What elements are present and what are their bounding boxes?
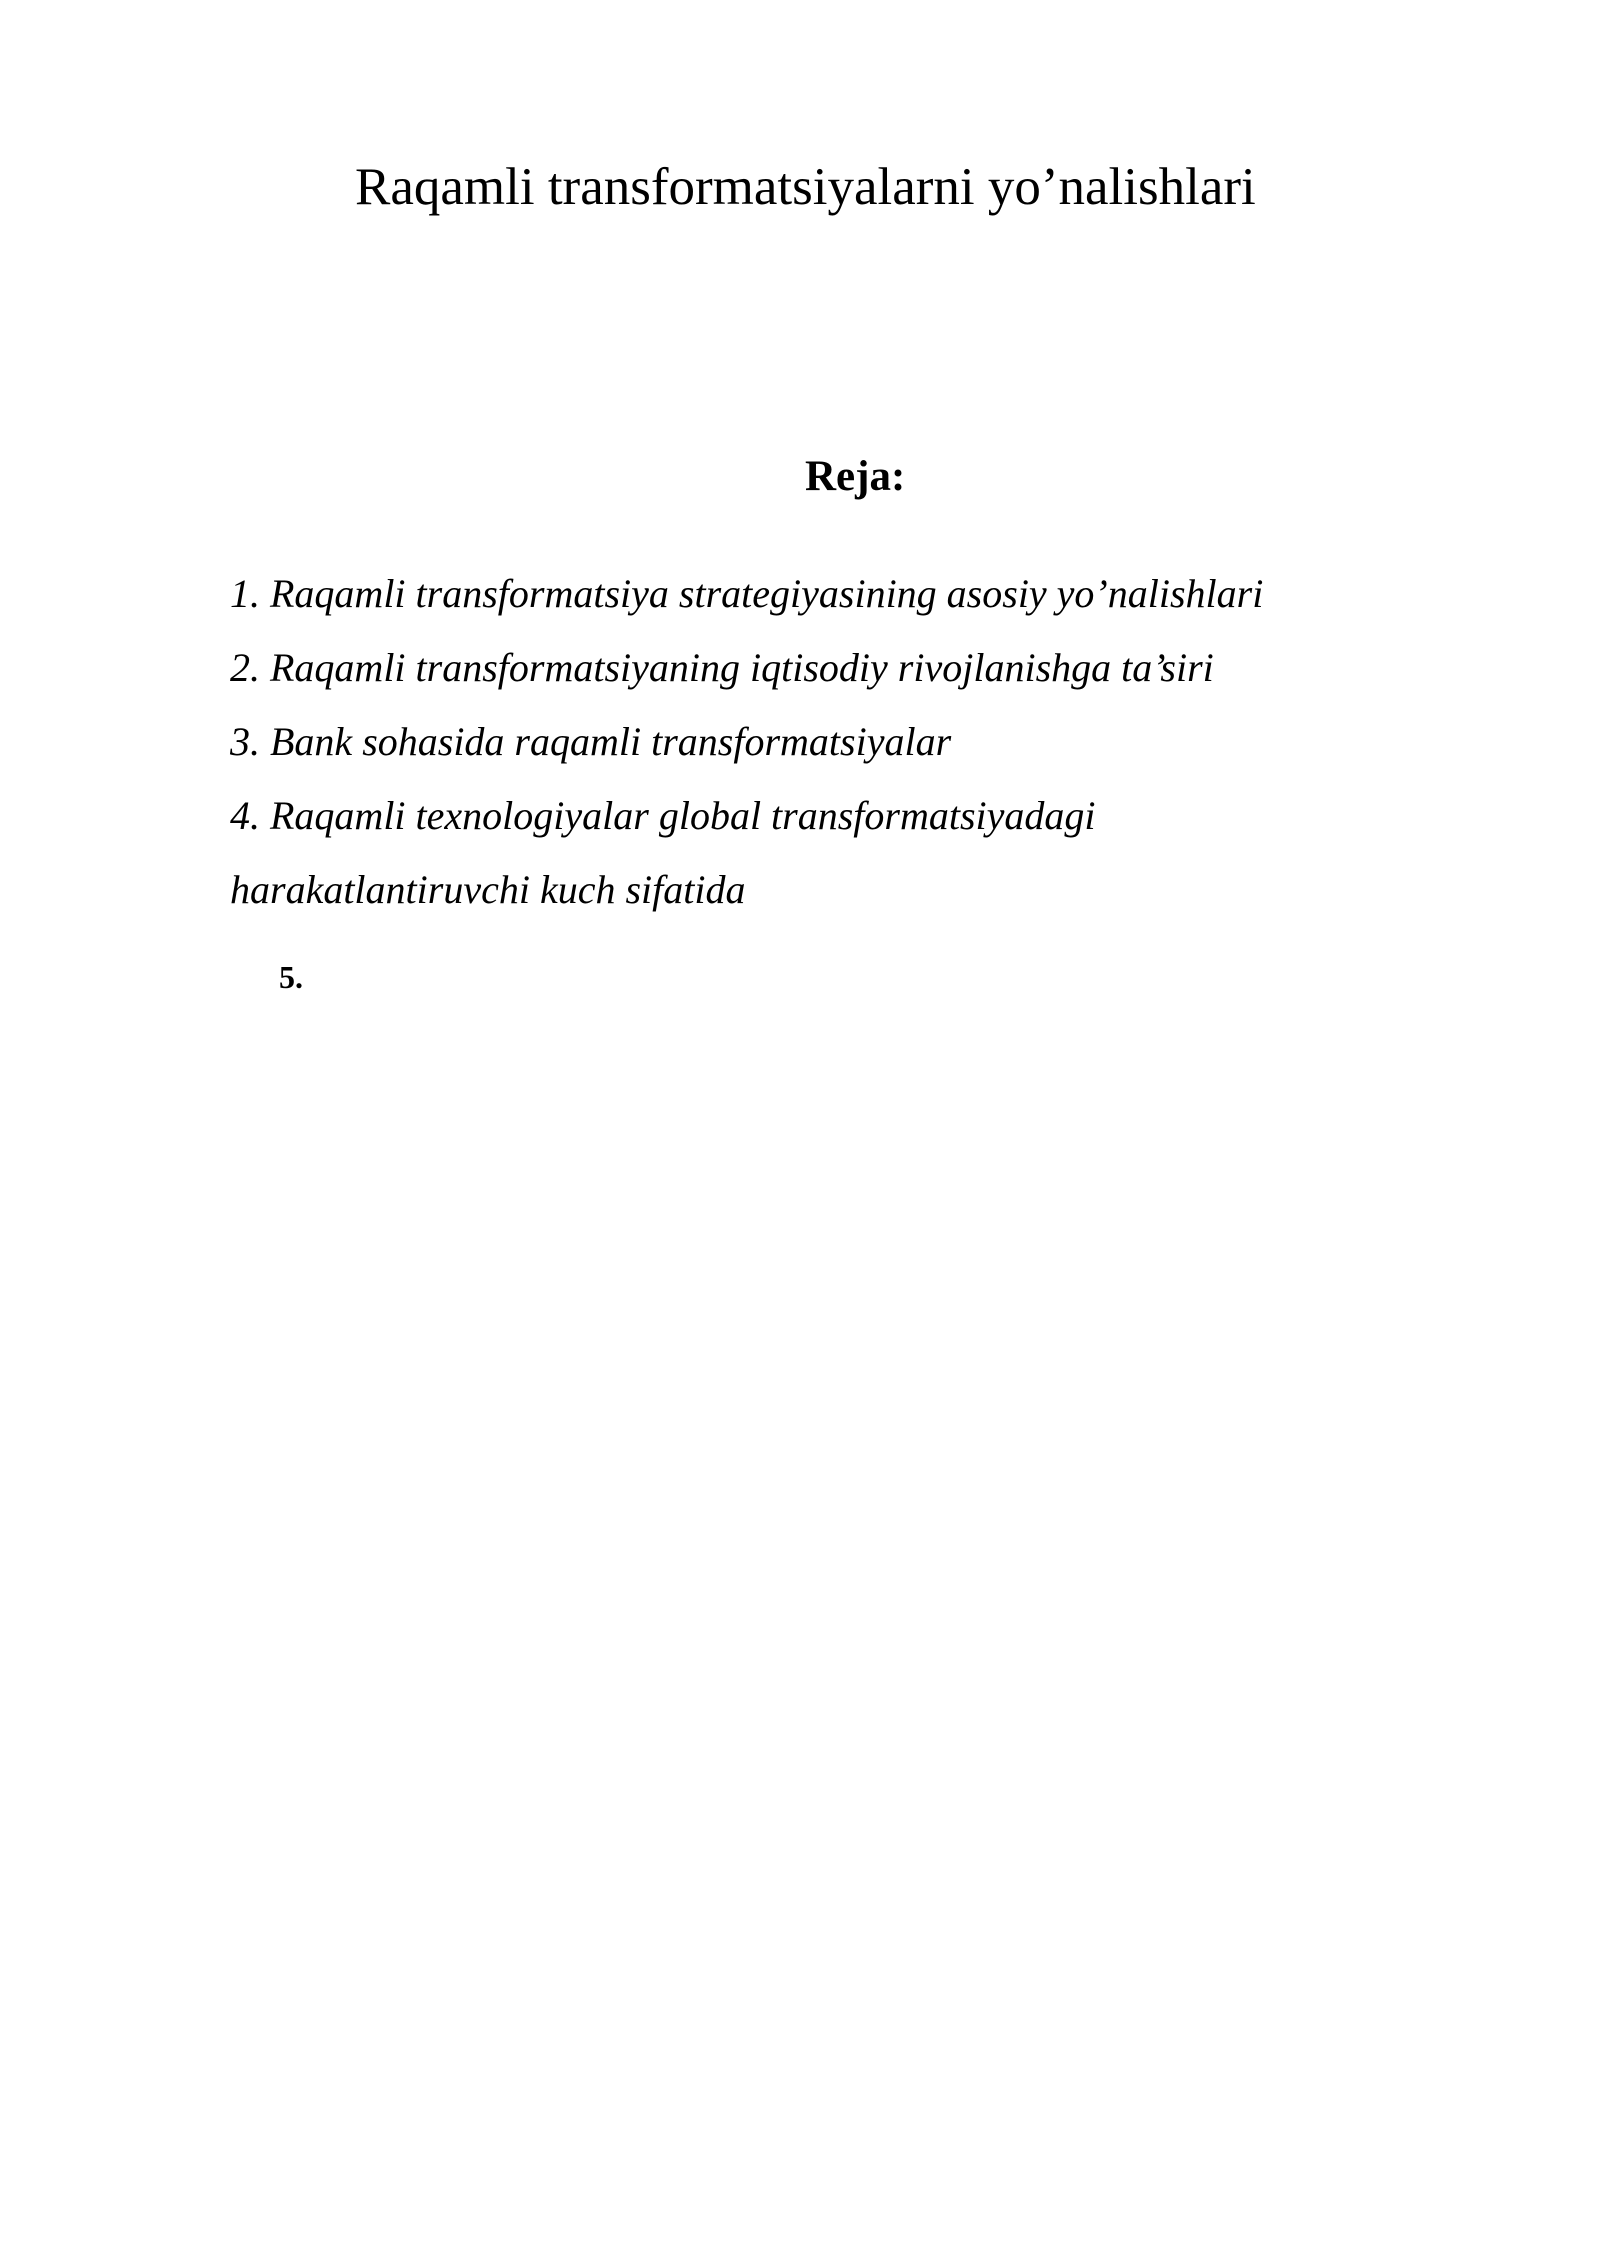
empty-plan-item-number: 5. bbox=[279, 959, 303, 995]
plan-item-text: Raqamli transformatsiyaning iqtisodiy rivojlanishga ta’siri bbox=[270, 645, 1214, 690]
plan-item-3 bbox=[230, 705, 1430, 779]
plan-item-4-continuation bbox=[230, 853, 1430, 927]
plan-item-text: Raqamli texnologiyalar global transformatsiyadagi bbox=[270, 793, 1096, 838]
document-title: Raqamli transformatsiyalarni yo’nalishlari bbox=[355, 158, 1256, 216]
plan-item-number: 3. bbox=[230, 719, 260, 764]
plan-item-1 bbox=[230, 557, 1430, 631]
plan-item-text: Bank sohasida raqamli transformatsiyalar bbox=[270, 719, 952, 764]
plan-item-number: 4. bbox=[230, 793, 260, 838]
plan-item-4 bbox=[230, 779, 1430, 853]
plan-item-number: 2. bbox=[230, 645, 260, 690]
plan-list bbox=[230, 557, 1430, 927]
plan-item-text: Raqamli transformatsiya strategiyasining asosiy yo’nalishlari bbox=[270, 571, 1264, 616]
plan-item-continuation-text: harakatlantiruvchi kuch sifatida bbox=[230, 867, 746, 912]
plan-item-number: 1. bbox=[230, 571, 260, 616]
plan-item-2 bbox=[230, 631, 1430, 705]
plan-heading: Reja: bbox=[805, 453, 906, 500]
